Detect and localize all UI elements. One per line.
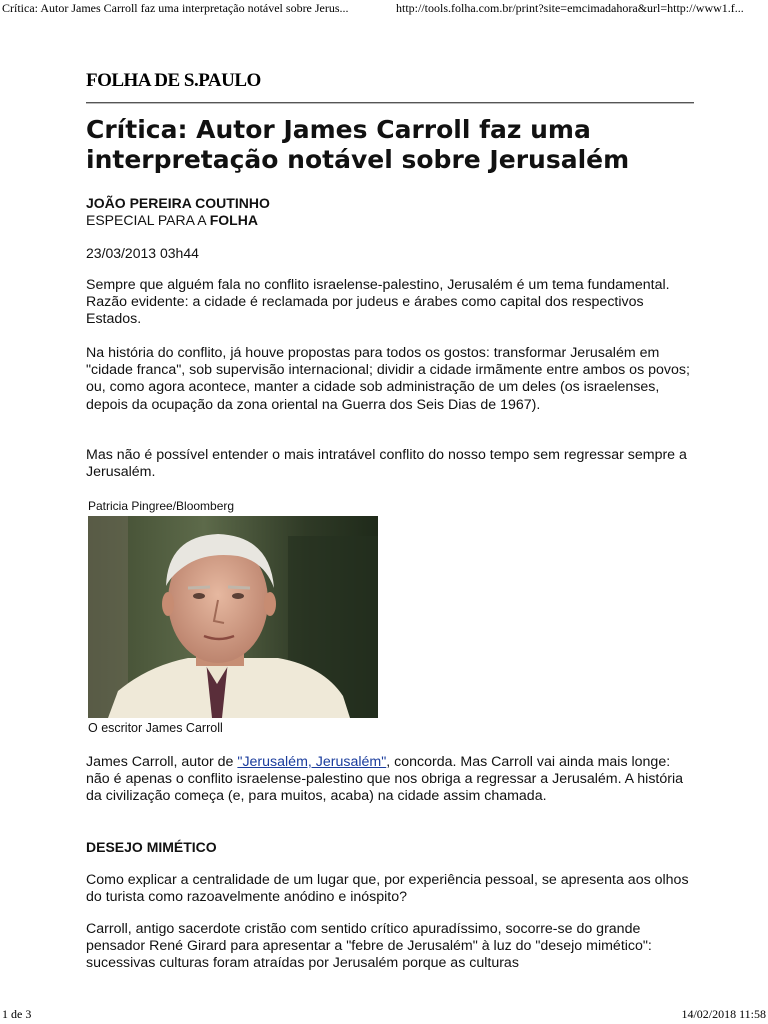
print-timestamp: 14/02/2018 11:58 xyxy=(681,1007,766,1021)
p4-text-after: , concorda. Mas Carroll vai ainda mais longe: não é apenas o conflito israelense-palestino que nos obriga a regressar a Jerusalém. A história da civilização começa (e, para muitos, acaba) na cidade assim chamada. xyxy=(86,754,684,805)
article-author: JOÃO PEREIRA COUTINHO xyxy=(86,195,270,211)
photo-caption: O escritor James Carroll xyxy=(88,721,223,735)
folha-logo: FOLHA DE S.PAULO xyxy=(86,70,261,91)
article-headline: Crítica: Autor James Carroll faz uma interpretação notável sobre Jerusalém xyxy=(86,115,630,174)
p4-text-before: James Carroll, autor de xyxy=(86,754,238,770)
photo-credit: Patricia Pingree/Bloomberg xyxy=(88,499,235,513)
article-date: 23/03/2013 03h44 xyxy=(86,245,199,261)
author-photo xyxy=(88,516,378,718)
paragraph-2: Na história do conflito, já houve propostas para todos os gostos: transformar Jerusalém em "cidade franca", sob supervisão internacional; dividir a cidade irmãmente entre ambos os povos; ou, como agora acontece, manter a cidade sob administração de um deles (os israelenses, depois da ocupação da zona oriental na Guerra dos Seis Dias de 1967). xyxy=(86,345,690,413)
paragraph-3: Mas não é possível entender o mais intratável conflito do nosso tempo sem regressar sempre a Jerusalém. xyxy=(86,447,687,481)
print-header-title: Crítica: Autor James Carroll faz uma interpretação notável sobre Jerus... xyxy=(2,1,349,15)
print-header xyxy=(0,0,768,18)
paragraph-4 xyxy=(86,754,696,806)
section-subhead: DESEJO MIMÉTICO xyxy=(86,839,217,855)
print-footer xyxy=(0,1007,768,1023)
page-count: 1 de 3 xyxy=(2,1007,32,1021)
paragraph-5: Como explicar a centralidade de um lugar que, por experiência pessoal, se apresenta aos olhos do turista como razoavelmente anódino e inóspito? xyxy=(86,872,689,906)
paragraph-1: Sempre que alguém fala no conflito israelense-palestino, Jerusalém é um tema fundamental. Razão evidente: a cidade é reclamada por judeus e árabes como capital dos respectivos Estados. xyxy=(86,277,670,328)
print-header-url: http://tools.folha.com.br/print?site=emcimadahora&url=http://www1.f... xyxy=(396,1,744,15)
article-role xyxy=(86,212,258,229)
author-photo-illustration xyxy=(88,516,378,718)
header-divider xyxy=(86,102,694,104)
book-link[interactable]: "Jerusalém, Jerusalém" xyxy=(237,754,387,770)
role-prefix: ESPECIAL PARA A xyxy=(86,212,210,228)
role-brand: FOLHA xyxy=(209,212,258,228)
paragraph-6: Carroll, antigo sacerdote cristão com sentido crítico apuradíssimo, socorre-se do grande pensador René Girard para apresentar a "febre de Jerusalém" à luz do "desejo mimético": sucessivas culturas foram atraídas por Jerusalém porque as culturas xyxy=(86,921,652,972)
